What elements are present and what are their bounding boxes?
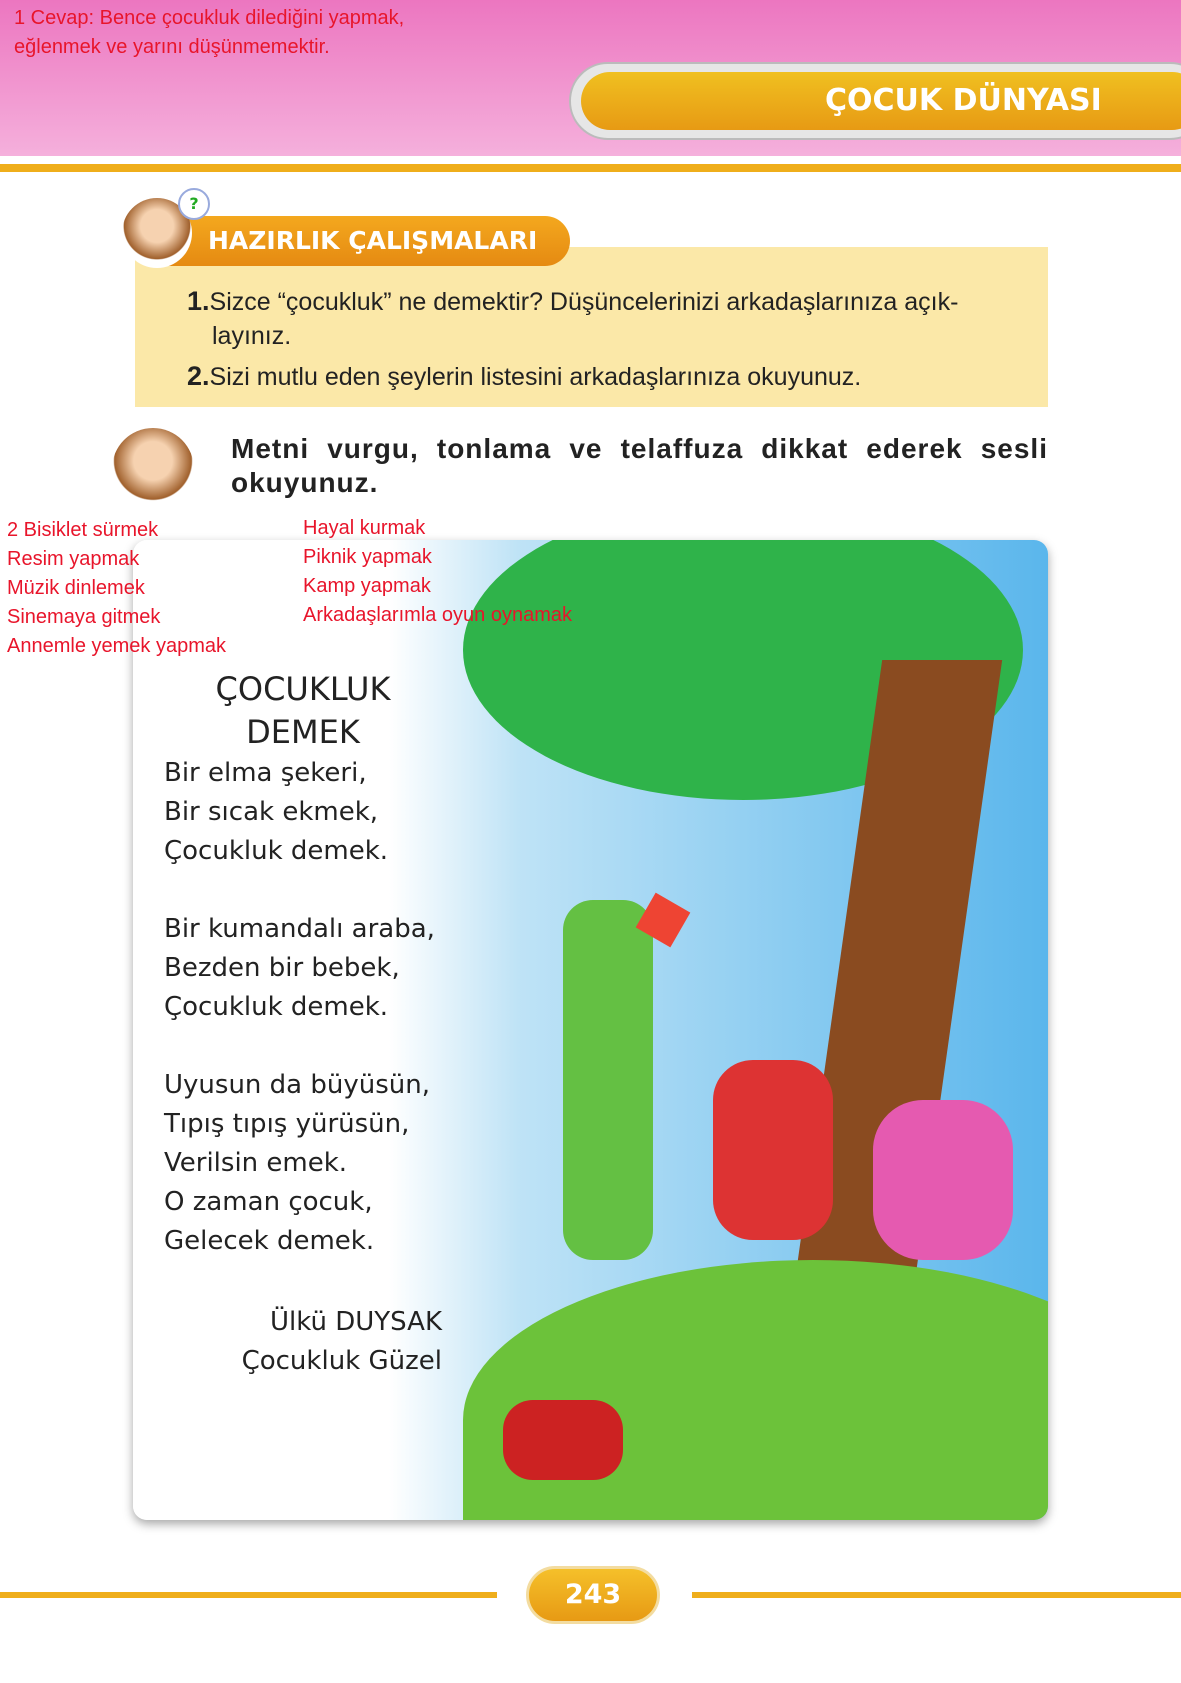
boy-figure	[563, 900, 653, 1260]
unit-title: ÇOCUK DÜNYASI	[581, 72, 1181, 130]
page-number: 243	[526, 1566, 660, 1624]
poem-line: Tıpış tıpış yürüsün,	[164, 1109, 410, 1139]
question-1: 1.Sizce “çocukluk” ne demektir? Düşüncelerinizi arkadaşlarınıza açık- layınız.	[187, 286, 959, 350]
note-item: Sinemaya gitmek	[7, 606, 161, 628]
poem-line: Çocukluk demek.	[164, 992, 389, 1022]
poem-source: Çocukluk Güzel	[241, 1346, 442, 1376]
poem-title-line: DEMEK	[246, 713, 360, 751]
note-item: Hayal kurmak	[303, 517, 426, 539]
poem-line: O zaman çocuk,	[164, 1187, 373, 1217]
reading-girl-icon	[112, 428, 194, 510]
prep-box	[135, 247, 1048, 407]
note-item: Piknik yapmak	[303, 546, 432, 568]
grass	[463, 1260, 1048, 1520]
answer-note	[14, 4, 404, 62]
poem-line	[164, 1027, 435, 1066]
notes-left	[7, 516, 226, 661]
note-item: Müzik dinlemek	[7, 577, 145, 599]
poem-line: Bir kumandalı araba,	[164, 914, 435, 944]
question-2: 2.Sizi mutlu eden şeylerin listesini arkadaşlarınıza okuyunuz.	[187, 361, 862, 391]
note-item: Annemle yemek yapmak	[7, 635, 226, 657]
poem-line: Bir sıcak ekmek,	[164, 797, 379, 827]
poem-line: Bir elma şekeri,	[164, 758, 367, 788]
poem-line	[164, 871, 435, 910]
poem-title-line: ÇOCUKLUK	[215, 670, 391, 708]
poem-credit	[200, 1303, 442, 1381]
divider	[0, 164, 1181, 172]
poem-line: Çocukluk demek.	[164, 836, 389, 866]
prep-title: HAZIRLIK ÇALIŞMALARI	[160, 216, 570, 266]
poem-line: Verilsin emek.	[164, 1148, 348, 1178]
poem-line: Bezden bir bebek,	[164, 953, 400, 983]
note-item: Resim yapmak	[7, 548, 140, 570]
poem-title	[133, 668, 473, 754]
poem-line: Uyusun da büyüsün,	[164, 1070, 430, 1100]
question-mark-icon: ?	[178, 188, 210, 220]
answer-line: eğlenmek ve yarını düşünmemektir.	[14, 36, 330, 58]
notes-right	[303, 514, 572, 630]
note-item: Kamp yapmak	[303, 575, 431, 597]
footer-line	[692, 1592, 1181, 1598]
poem-line: Gelecek demek.	[164, 1226, 375, 1256]
answer-line: 1 Cevap: Bence çocukluk dilediğini yapmak,	[14, 7, 405, 29]
footer-line	[0, 1592, 497, 1598]
poem-body	[164, 754, 435, 1261]
poem-author: Ülkü DUYSAK	[269, 1307, 442, 1337]
note-item: Arkadaşlarımla oyun oynamak	[303, 604, 573, 626]
toy-car-icon	[503, 1400, 623, 1480]
instruction: Metni vurgu, tonlama ve telaffuza dikkat ederek sesli okuyunuz.	[231, 433, 1048, 498]
note-item: 2 Bisiklet sürmek	[7, 519, 159, 541]
girl-figure	[873, 1100, 1013, 1260]
girl-figure	[713, 1060, 833, 1240]
